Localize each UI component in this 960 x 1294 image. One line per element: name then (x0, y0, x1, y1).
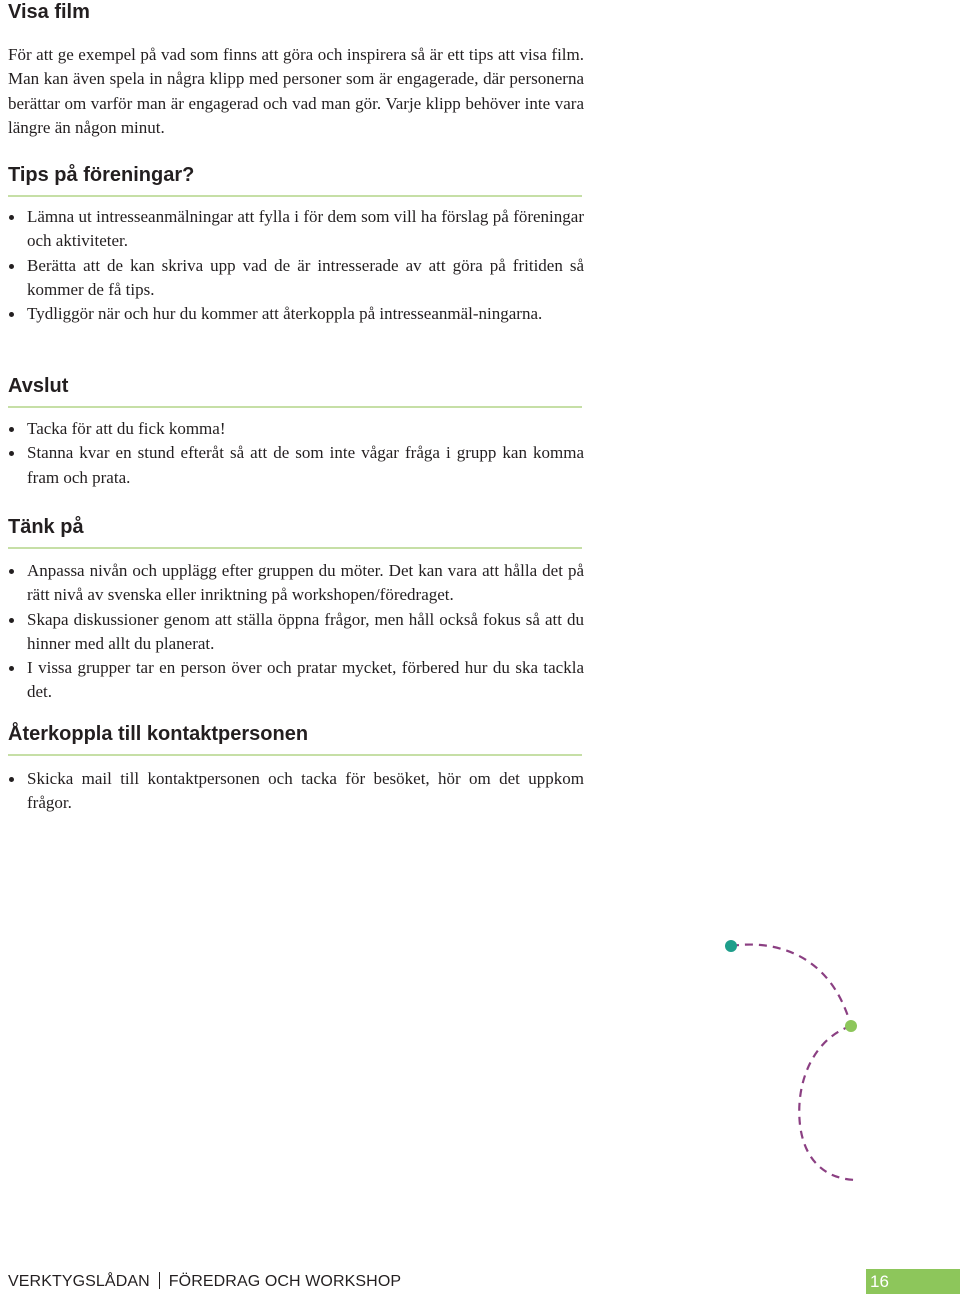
heading-visa-film: Visa film (8, 1, 90, 23)
dashed-curve-lower (799, 1026, 858, 1180)
list-item: Skicka mail till kontaktpersonen och tacka för besöket, hör om det uppkom frågor. (8, 767, 584, 816)
list-item: Lämna ut intresseanmälningar att fylla i för dem som vill ha förslag på föreningar och aktiviteter. (8, 205, 584, 254)
footer (8, 1272, 401, 1292)
heading-tank-pa: Tänk på (8, 516, 84, 538)
footer-separator (159, 1272, 160, 1289)
list-item: I vissa grupper tar en person över och pratar mycket, förbered hur du ska tackla det. (8, 656, 584, 705)
list-item: Stanna kvar en stund efteråt så att de som inte vågar fråga i grupp kan komma fram och prata. (8, 441, 584, 490)
paragraph-visa-film: För att ge exempel på vad som finns att göra och inspirera så är ett tips att visa film. Man kan även spela in några klipp med personer som är engagerade, där personerna berättar om varför man är engagerad och vad man gör. Varje klipp behöver inte vara längre än någon minut. (8, 45, 584, 137)
heading-aterkoppla: Återkoppla till kontaktpersonen (8, 723, 309, 745)
page-number-box (866, 1269, 960, 1294)
green-dot (845, 1020, 857, 1032)
list-item: Anpassa nivån och upplägg efter gruppen du möter. Det kan vara att hålla det på rätt nivå av svenska eller inriktning på workshopen/föredraget. (8, 559, 584, 608)
list-item: Tydliggör när och hur du kommer att återkoppla på intresseanmäl-ningarna. (8, 302, 584, 326)
heading-avslut: Avslut (8, 375, 69, 397)
list-item: Skapa diskussioner genom att ställa öppna frågor, men håll också fokus så att du hinner med allt du planerat. (8, 608, 584, 657)
teal-dot (725, 940, 737, 952)
list-item: Tacka för att du fick komma! (8, 417, 584, 441)
heading-tips-foreningar: Tips på föreningar? (8, 164, 195, 186)
footer-left-label: VERKTYGSLÅDAN (8, 1273, 150, 1290)
dashed-curve-upper (731, 945, 851, 1026)
page-number: 16 (870, 1272, 889, 1291)
footer-right-label: FÖREDRAG OCH WORKSHOP (168, 1273, 402, 1290)
list-item: Berätta att de kan skriva upp vad de är intresserade av att göra på fritiden så kommer de få tips. (8, 254, 584, 303)
